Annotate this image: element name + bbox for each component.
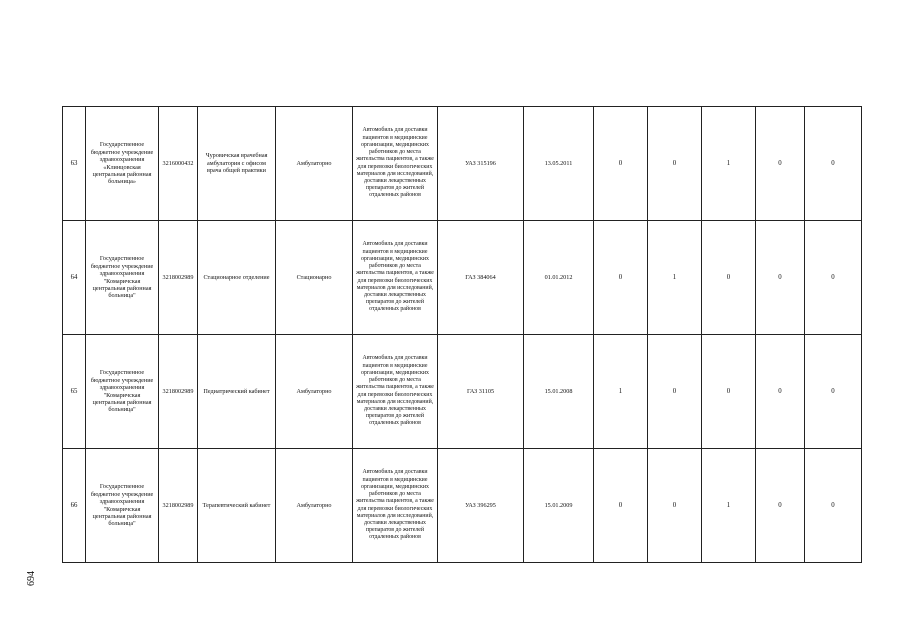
count-col-2: 0	[648, 335, 702, 449]
table-body	[63, 107, 862, 563]
unit-name: Чуровичская врачебная амбулатория с офисом врача общей практики	[198, 107, 276, 221]
registration-date: 15.01.2009	[524, 449, 594, 563]
inn-code: 3218002989	[159, 221, 198, 335]
organization-name: Государственное бюджетное учреждение здравоохранения «Клинцовская центральная районная больница»	[86, 107, 159, 221]
vehicle-purpose: Автомобиль для доставки пациентов в медицинские организации, медицинских работников до места жительства пациентов, а также для перевозки биологических материалов для исследований, доставки лекарственных препаратов до жителей отдаленных районов	[353, 335, 438, 449]
care-type: Амбулаторно	[276, 335, 353, 449]
inn-code: 3216000432	[159, 107, 198, 221]
vehicle-model: УАЗ 315196	[438, 107, 524, 221]
unit-name: Педиатрический кабинет	[198, 335, 276, 449]
table-row	[63, 107, 862, 221]
count-col-1: 0	[594, 221, 648, 335]
organization-name: Государственное бюджетное учреждение здравоохранения "Комаричская центральная районная больница"	[86, 335, 159, 449]
table-row	[63, 335, 862, 449]
inn-code: 3218002989	[159, 335, 198, 449]
care-type: Амбулаторно	[276, 107, 353, 221]
vehicle-purpose: Автомобиль для доставки пациентов в медицинские организации, медицинских работников до места жительства пациентов, а также для перевозки биологических материалов для исследований, доставки лекарственных препаратов до жителей отдаленных районов	[353, 449, 438, 563]
count-col-1: 0	[594, 107, 648, 221]
count-col-2: 1	[648, 221, 702, 335]
organization-name: Государственное бюджетное учреждение здравоохранения "Комаричская центральная районная больница"	[86, 449, 159, 563]
row-index: 66	[63, 449, 86, 563]
count-col-1: 1	[594, 335, 648, 449]
count-col-3: 0	[702, 221, 756, 335]
count-col-5: 0	[805, 335, 862, 449]
vehicle-purpose: Автомобиль для доставки пациентов в медицинские организации, медицинских работников до места жительства пациентов, а также для перевозки биологических материалов для исследований, доставки лекарственных препаратов до жителей отдаленных районов	[353, 107, 438, 221]
table-row	[63, 221, 862, 335]
unit-name: Стационарное отделение	[198, 221, 276, 335]
row-index: 64	[63, 221, 86, 335]
organization-name: Государственное бюджетное учреждение здравоохранения "Комаричская центральная районная больница"	[86, 221, 159, 335]
vehicle-model: ГАЗ 384064	[438, 221, 524, 335]
row-index: 63	[63, 107, 86, 221]
page-number: 694	[26, 571, 37, 586]
count-col-3: 1	[702, 449, 756, 563]
table-row	[63, 449, 862, 563]
count-col-3: 0	[702, 335, 756, 449]
count-col-4: 0	[756, 107, 805, 221]
row-index: 65	[63, 335, 86, 449]
count-col-5: 0	[805, 221, 862, 335]
unit-name: Терапевтический кабинет	[198, 449, 276, 563]
count-col-3: 1	[702, 107, 756, 221]
count-col-5: 0	[805, 107, 862, 221]
count-col-2: 0	[648, 449, 702, 563]
count-col-5: 0	[805, 449, 862, 563]
count-col-4: 0	[756, 335, 805, 449]
registration-date: 15.01.2008	[524, 335, 594, 449]
vehicles-table	[62, 106, 862, 563]
registration-date: 01.01.2012	[524, 221, 594, 335]
count-col-1: 0	[594, 449, 648, 563]
care-type: Амбулаторно	[276, 449, 353, 563]
count-col-4: 0	[756, 449, 805, 563]
registration-date: 13.05.2011	[524, 107, 594, 221]
vehicle-model: УАЗ 396295	[438, 449, 524, 563]
vehicle-model: ГАЗ 31105	[438, 335, 524, 449]
vehicle-purpose: Автомобиль для доставки пациентов в медицинские организации, медицинских работников до места жительства пациентов, а также для перевозки биологических материалов для исследований, доставки лекарственных препаратов до жителей отдаленных районов	[353, 221, 438, 335]
inn-code: 3218002989	[159, 449, 198, 563]
count-col-4: 0	[756, 221, 805, 335]
care-type: Стационарно	[276, 221, 353, 335]
count-col-2: 0	[648, 107, 702, 221]
